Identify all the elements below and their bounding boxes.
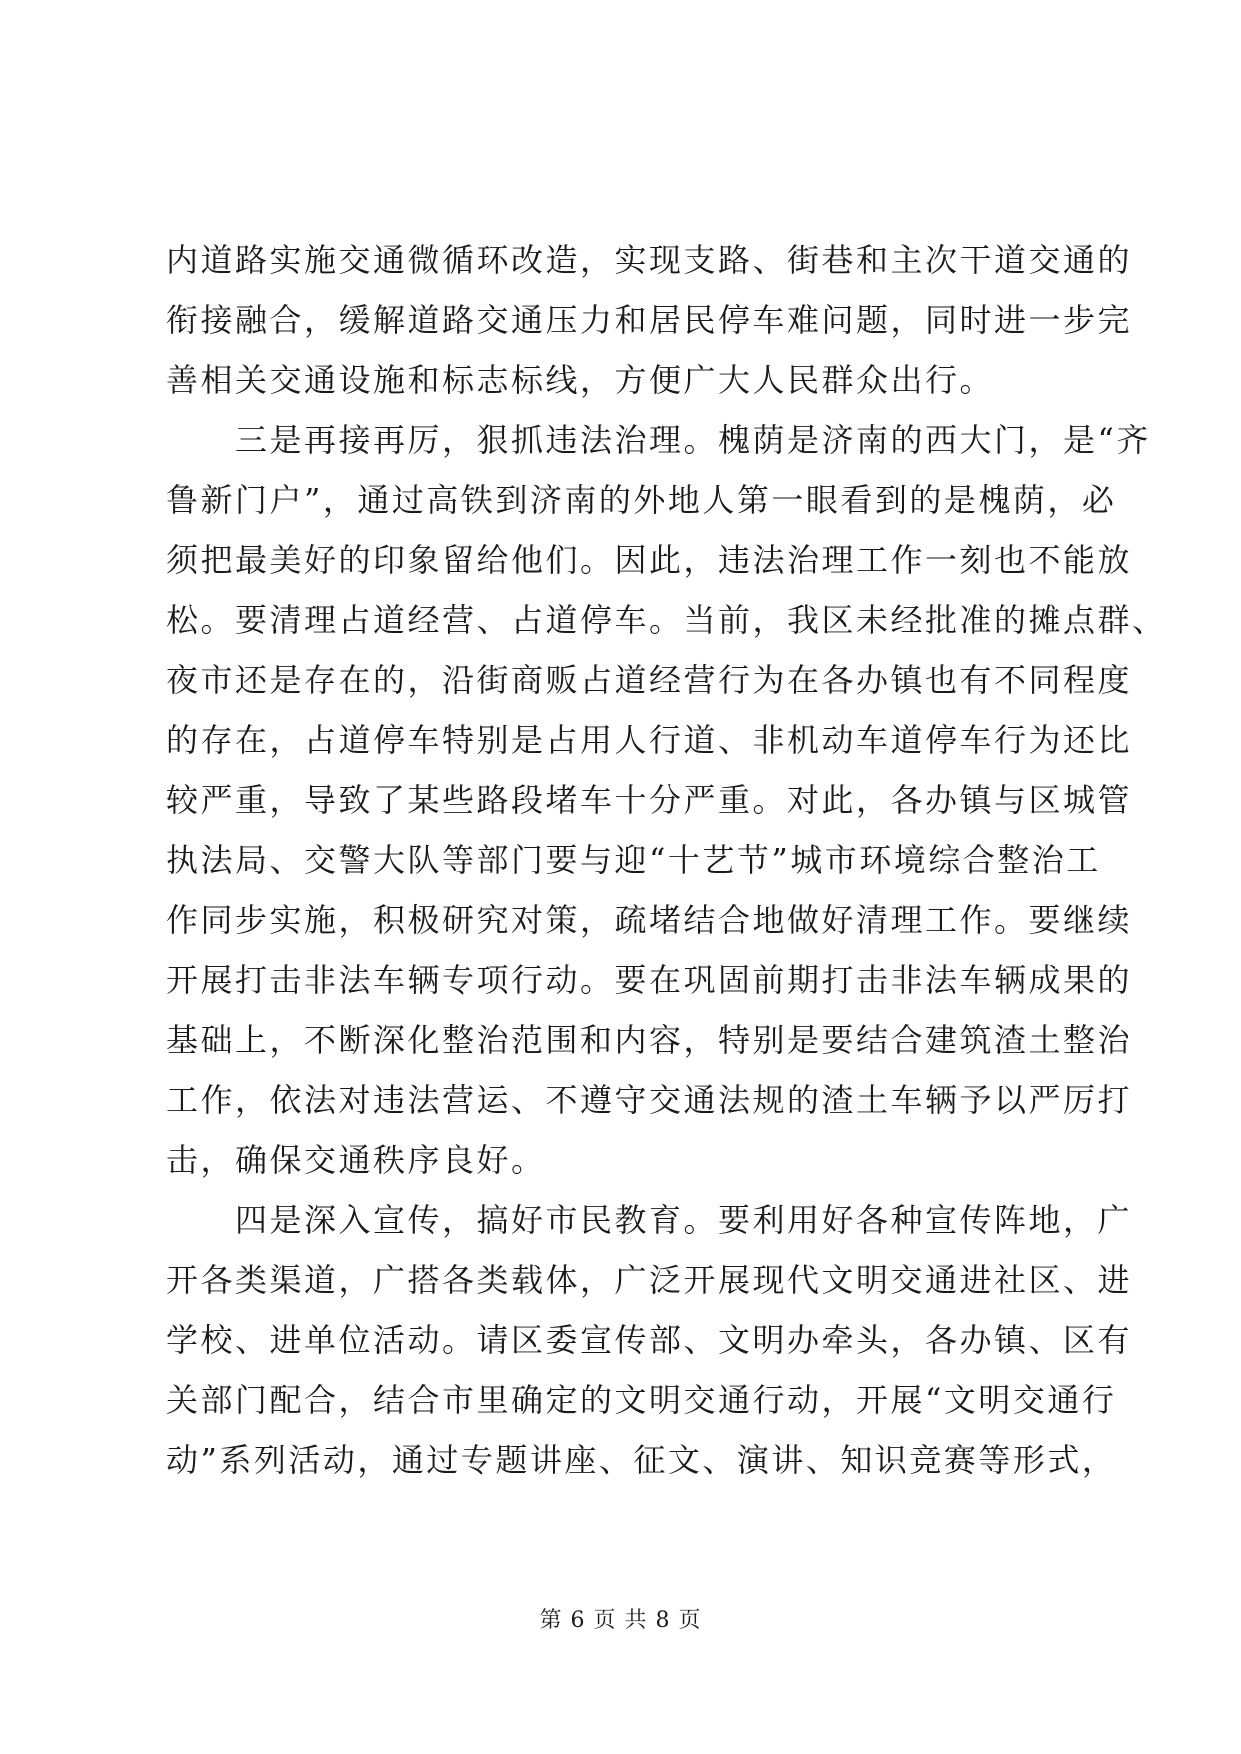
text-line: 内道路实施交通微循环改造，实现支路、街巷和主次干道交通的 (166, 241, 1133, 279)
page-footer: 第 6 页 共 8 页 (539, 1608, 702, 1633)
text-line: 松。要清理占道经营、占道停车。当前，我区未经批准的摊点群、 (166, 601, 1167, 639)
text-line: 执法局、交警大队等部门要与迎“十艺节”城市环境综合整治工 (166, 841, 1101, 879)
text-line: 须把最美好的印象留给他们。因此，违法治理工作一刻也不能放 (166, 541, 1133, 579)
text-line: 作同步实施，积极研究对策，疏堵结合地做好清理工作。要继续 (166, 901, 1133, 939)
text-line: 较严重，导致了某些路段堵车十分严重。对此，各办镇与区城管 (166, 781, 1133, 819)
text-line: 学校、进单位活动。请区委宣传部、文明办牵头，各办镇、区有 (166, 1321, 1133, 1359)
text-line: 四是深入宣传，搞好市民教育。要利用好各种宣传阵地，广 (166, 1201, 1133, 1239)
text-line: 鲁新门户”，通过高铁到济南的外地人第一眼看到的是槐荫，必 (166, 481, 1117, 519)
text-line: 善相关交通设施和标志标线，方便广大人民群众出行。 (166, 361, 995, 399)
text-line: 基础上，不断深化整治范围和内容，特别是要结合建筑渣土整治 (166, 1021, 1133, 1059)
text-line: 的存在，占道停车特别是占用人行道、非机动车道停车行为还比 (166, 721, 1133, 759)
text-line: 三是再接再厉，狠抓违法治理。槐荫是济南的西大门，是“齐 (166, 421, 1151, 459)
text-line: 开展打击非法车辆专项行动。要在巩固前期打击非法车辆成果的 (166, 961, 1133, 999)
text-line: 关部门配合，结合市里确定的文明交通行动，开展“文明交通行 (166, 1381, 1117, 1419)
text-line: 衔接融合，缓解道路交通压力和居民停车难问题，同时进一步完 (166, 301, 1133, 339)
text-line: 夜市还是存在的，沿街商贩占道经营行为在各办镇也有不同程度 (166, 661, 1133, 699)
text-line: 击，确保交通秩序良好。 (166, 1141, 546, 1179)
text-line: 动”系列活动，通过专题讲座、征文、演讲、知识竞赛等形式， (166, 1441, 1117, 1479)
body-text (166, 230, 1167, 1490)
text-line: 开各类渠道，广搭各类载体，广泛开展现代文明交通进社区、进 (166, 1261, 1133, 1299)
text-line: 工作，依法对违法营运、不遵守交通法规的渣土车辆予以严厉打 (166, 1081, 1133, 1119)
